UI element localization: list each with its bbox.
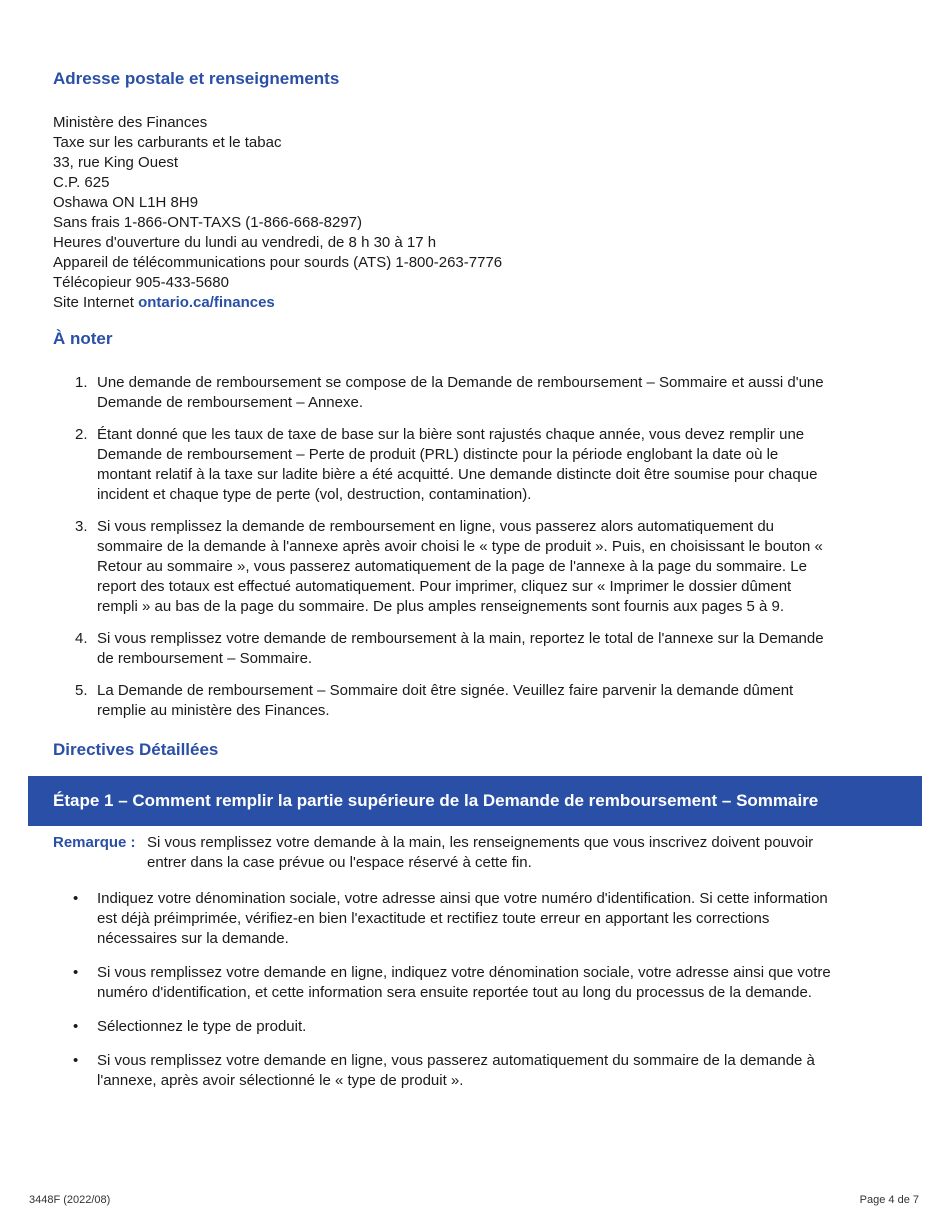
note-line: Si vous remplissez votre demande de remboursement à la main, reportez le total de l'annexe sur la Demande xyxy=(97,630,824,647)
list-line: nécessaires sur la demande. xyxy=(97,930,289,947)
address-line: 33, rue King Ouest xyxy=(53,154,179,171)
note-line: La Demande de remboursement – Sommaire doit être signée. Veuillez faire parvenir la demande dûment xyxy=(97,682,794,699)
bullet: • xyxy=(73,1018,79,1035)
address-line: Oshawa ON L1H 8H9 xyxy=(53,194,199,211)
note-line: montant relatif à la taxe sur ladite bière a été acquitté. Une demande distincte doit être soumise pour chaque xyxy=(97,466,818,483)
notes-list xyxy=(53,373,903,733)
note-line: Demande de remboursement – Annexe. xyxy=(97,394,363,411)
contact-details xyxy=(53,213,913,313)
page-number: Page 4 de 7 xyxy=(859,1194,919,1206)
bullet: • xyxy=(73,964,79,981)
list-item xyxy=(53,889,903,949)
list-line: est déjà préimprimée, vérifiez-en bien l'exactitude et rectifiez toute erreur en apportant les corrections xyxy=(97,910,770,927)
notes-heading: À noter xyxy=(53,329,113,348)
note-number: 4. xyxy=(75,630,88,647)
website-label: Site Internet xyxy=(53,294,139,311)
note-line: remplie au ministère des Finances. xyxy=(97,702,330,719)
list-line: l'annexe, après avoir sélectionné le « type de produit ». xyxy=(97,1072,464,1089)
toll-free-phone: Sans frais 1-866-ONT-TAXS (1-866-668-8297) xyxy=(53,214,363,231)
tty-number: Appareil de télécommunications pour sourds (ATS) 1-800-263-7776 xyxy=(53,254,503,271)
note-number: 5. xyxy=(75,682,88,699)
note-item xyxy=(53,517,903,617)
note-item xyxy=(53,373,903,413)
note-number: 1. xyxy=(75,374,88,391)
remark-line: Si vous remplissez votre demande à la main, les renseignements que vous inscrivez doivent pouvoir xyxy=(147,834,814,851)
directives-heading: Directives Détaillées xyxy=(53,740,219,759)
address-line: Taxe sur les carburants et le tabac xyxy=(53,134,282,151)
note-item xyxy=(53,681,903,721)
list-item xyxy=(53,1017,903,1037)
address-line: Ministère des Finances xyxy=(53,114,208,131)
remark-text xyxy=(147,833,913,873)
contact-heading: Adresse postale et renseignements xyxy=(53,69,340,88)
step1-banner: Étape 1 – Comment remplir la partie supérieure de la Demande de remboursement – Sommaire xyxy=(28,776,922,826)
note-line: sommaire de la demande à l'annexe après avoir choisi le « type de produit ». Puis, en choisissant le bouton « xyxy=(97,538,823,555)
website-line xyxy=(53,293,913,313)
note-line: rempli » au bas de la page du sommaire. De plus amples renseignements sont fournis aux pages 5 à 9. xyxy=(97,598,785,615)
remark-line: entrer dans la case prévue ou l'espace réservé à cette fin. xyxy=(147,854,532,871)
note-line: Si vous remplissez la demande de remboursement en ligne, vous passerez alors automatiquement du xyxy=(97,518,775,535)
note-line: report des totaux est effectué automatiquement. Pour imprimer, cliquez sur « Imprimer le dossier dûment xyxy=(97,578,792,595)
list-item xyxy=(53,1051,903,1091)
note-line: de remboursement – Sommaire. xyxy=(97,650,313,667)
office-hours: Heures d'ouverture du lundi au vendredi, de 8 h 30 à 17 h xyxy=(53,234,437,251)
mailing-address xyxy=(53,113,913,213)
note-number: 3. xyxy=(75,518,88,535)
note-line: Une demande de remboursement se compose de la Demande de remboursement – Sommaire et aussi d'une xyxy=(97,374,824,391)
note-line: Demande de remboursement – Perte de produit (PRL) distincte pour la période englobant la date où le xyxy=(97,446,779,463)
remark-label: Remarque : xyxy=(53,834,136,851)
list-line: Indiquez votre dénomination sociale, votre adresse ainsi que votre numéro d'identification. Si cette information xyxy=(97,890,828,907)
list-line: numéro d'identification, et cette information sera ensuite reportée tout au long du processus de la demande. xyxy=(97,984,812,1001)
list-item xyxy=(53,963,903,1003)
fax-number: Télécopieur 905-433-5680 xyxy=(53,274,229,291)
note-item xyxy=(53,629,903,669)
bullet: • xyxy=(73,890,79,907)
note-item xyxy=(53,425,903,505)
remark xyxy=(53,833,913,873)
list-line: Sélectionnez le type de produit. xyxy=(97,1018,307,1035)
note-line: Retour au sommaire », vous passerez automatiquement de la page de l'annexe à la page du sommaire. Le xyxy=(97,558,807,575)
bullet: • xyxy=(73,1052,79,1069)
instructions-list xyxy=(53,889,903,1105)
address-line: C.P. 625 xyxy=(53,174,110,191)
note-line: incident et chaque type de perte (vol, destruction, contamination). xyxy=(97,486,532,503)
note-number: 2. xyxy=(75,426,88,443)
list-line: Si vous remplissez votre demande en ligne, vous passerez automatiquement du sommaire de la demande à xyxy=(97,1052,815,1069)
website-link[interactable]: ontario.ca/finances xyxy=(138,294,275,311)
note-line: Étant donné que les taux de taxe de base sur la bière sont rajustés chaque année, vous devez remplir une xyxy=(97,426,805,443)
form-code: 3448F (2022/08) xyxy=(29,1194,111,1206)
list-line: Si vous remplissez votre demande en ligne, indiquez votre dénomination sociale, votre adresse ainsi que votre xyxy=(97,964,831,981)
